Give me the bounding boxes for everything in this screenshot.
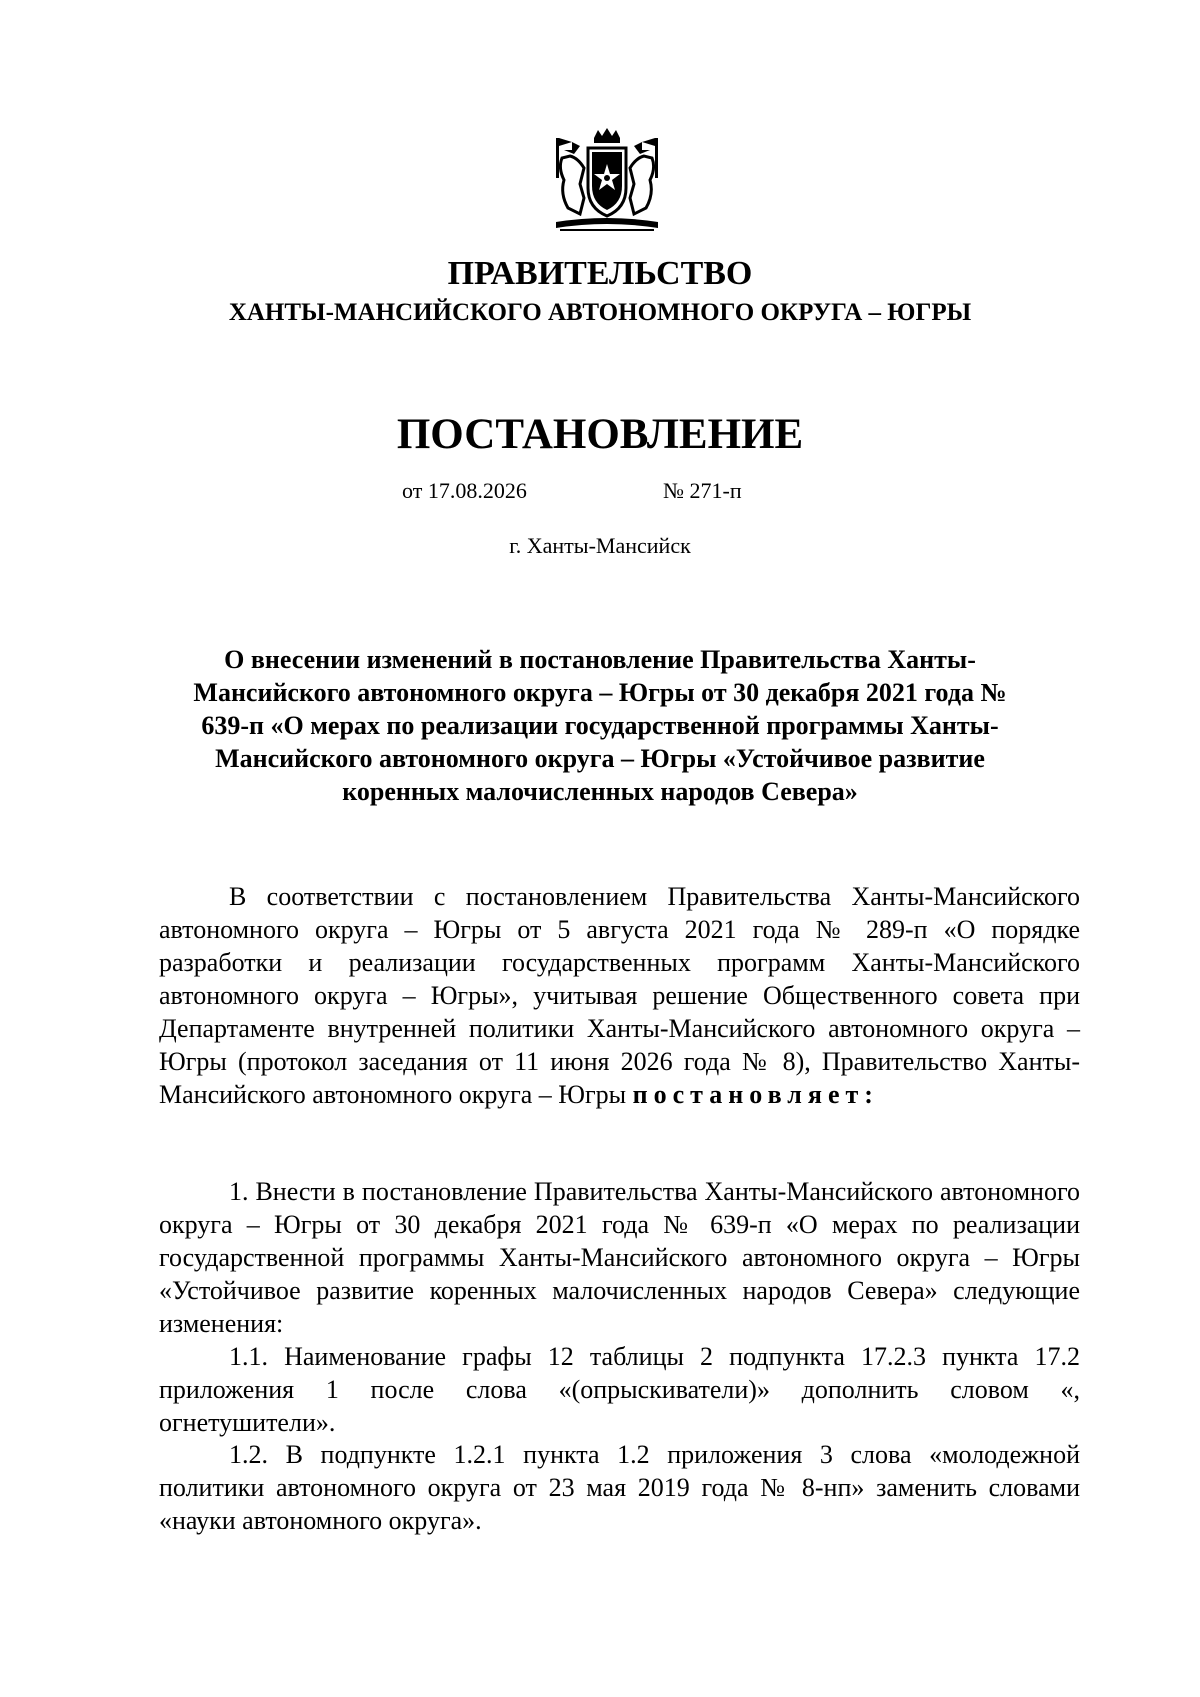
document-city: г. Ханты-Мансийск bbox=[509, 533, 691, 558]
item-1-1 bbox=[159, 1340, 1080, 1439]
item-1-2 bbox=[159, 1438, 1080, 1537]
government-title: ПРАВИТЕЛЬСТВО bbox=[447, 255, 753, 292]
document-date: от 17.08.2026 bbox=[402, 478, 527, 503]
item-1-1-text: 1.1. Наименование графы 12 таблицы 2 подпункта 17.2.3 пункта 17.2 приложения 1 после слова «(опрыскиватели)» дополнить словом «, огнетушители». bbox=[159, 1342, 1080, 1437]
item-1 bbox=[159, 1175, 1080, 1340]
document-number: № 271-п bbox=[663, 478, 742, 503]
intro-paragraph bbox=[159, 880, 1080, 1111]
item-1-2-text: 1.2. В подпункте 1.2.1 пункта 1.2 приложения 3 слова «молодежной политики автономного округа от 23 мая 2019 года № 8-нп» заменить словами «науки автономного округа». bbox=[159, 1440, 1080, 1535]
coat-of-arms-icon bbox=[550, 128, 664, 238]
region-title: ХАНТЫ-МАНСИЙСКОГО АВТОНОМНОГО ОКРУГА – ЮГРЫ bbox=[228, 299, 972, 326]
document-subject: О внесении изменений в постановление Правительства Ханты-Мансийского автономного округа – Югры от 30 декабря 2021 года № 639-п «О мерах по реализации государственной программы Ханты-Мансийского автономного округа – Югры «Устойчивое развитие коренных малочисленных народов Севера» bbox=[193, 645, 1007, 806]
resolves-word: постановляет: bbox=[632, 1080, 879, 1109]
document-type: ПОСТАНОВЛЕНИЕ bbox=[396, 411, 804, 458]
intro-text: В соответствии с постановлением Правительства Ханты-Мансийского автономного округа – Югры от 5 августа 2021 года № 289-п «О порядке разработки и реализации государственных программ Ханты-Мансийского автономного округа – Югры», учитывая решение Общественного совета при Департаменте внутренней политики Ханты-Мансийского автономного округа – Югры (протокол заседания от 11 июня 2026 года № 8), Правительство Ханты-Мансийского автономного округа – Югры bbox=[159, 882, 1080, 1109]
item-1-text: 1. Внести в постановление Правительства Ханты-Мансийского автономного округа – Югры от 30 декабря 2021 года № 639-п «О мерах по реализации государственной программы Ханты-Мансийского автономного округа – Югры «Устойчивое развитие коренных малочисленных народов Севера» следующие изменения: bbox=[159, 1177, 1080, 1338]
